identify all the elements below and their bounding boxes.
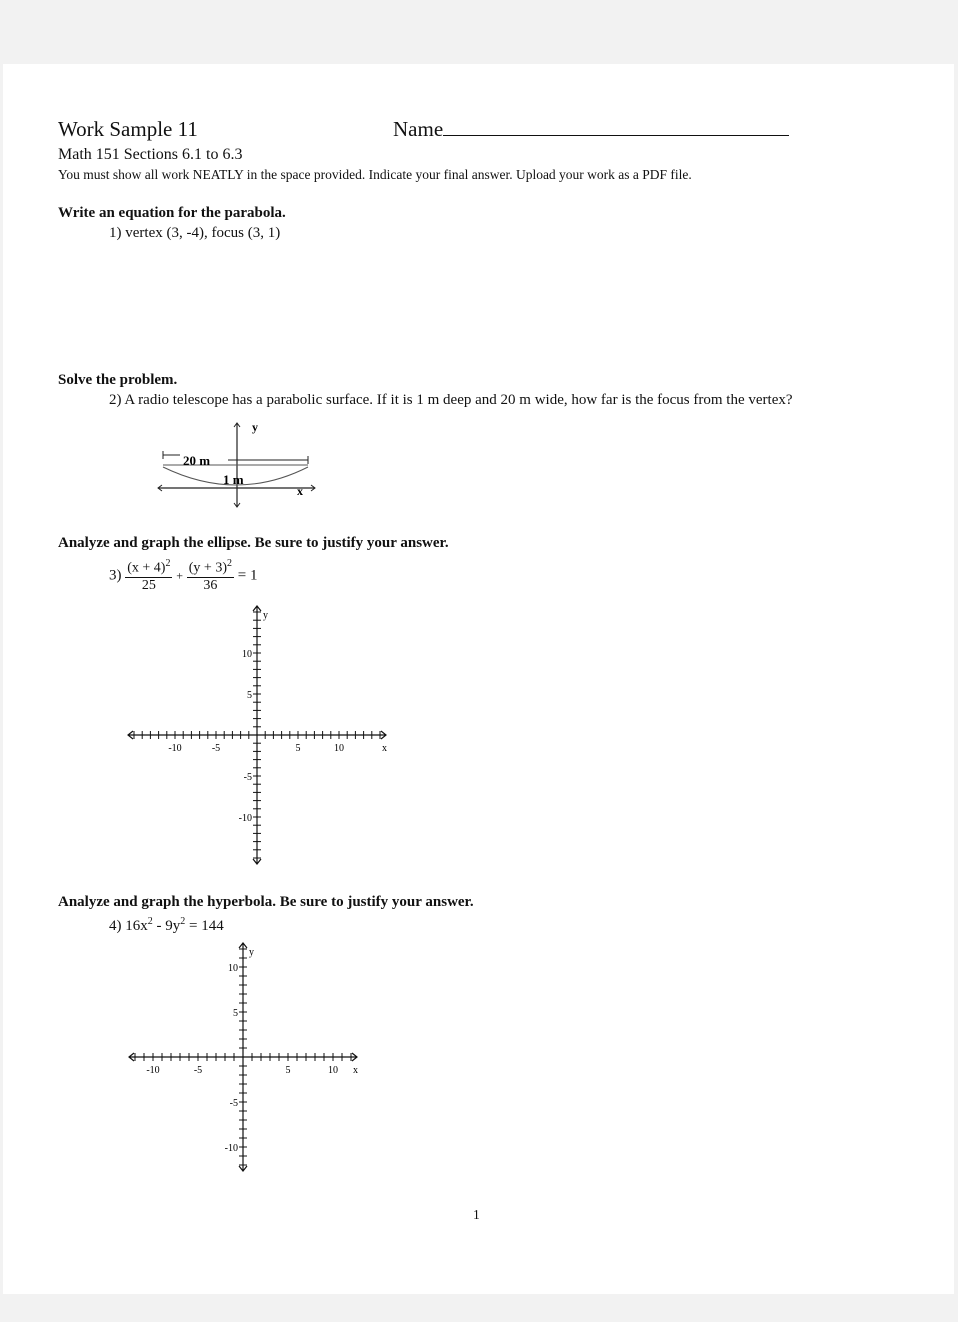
x-tick-label: 5	[295, 743, 301, 754]
denominator: 36	[203, 577, 218, 593]
x-axis-label: x	[353, 1065, 358, 1076]
term-x: 4) 16x	[109, 918, 148, 934]
numerator: (x + 4)	[127, 560, 166, 576]
section-heading-solve: Solve the problem.	[58, 372, 178, 388]
y-tick-label: -10	[224, 1143, 238, 1154]
section-heading-hyperbola: Analyze and graph the hyperbola. Be sure to justify your answer.	[58, 894, 474, 910]
depth-label: 1 m	[223, 472, 244, 487]
y-tick-label: 5	[247, 690, 252, 701]
fraction-y	[187, 558, 234, 594]
x-tick-label: 10	[328, 1065, 338, 1076]
exponent: 2	[147, 916, 153, 927]
exponent: 2	[180, 916, 186, 927]
telescope-diagram	[150, 415, 330, 515]
equation-rhs: = 1	[237, 567, 258, 584]
name-label: Name	[393, 117, 444, 141]
exponent: 2	[165, 558, 171, 569]
question-4	[109, 916, 224, 935]
y-axis-label: y	[249, 947, 254, 958]
x-tick-label: -10	[168, 743, 182, 754]
x-tick-label: -10	[146, 1065, 160, 1076]
equation-rhs: = 144	[185, 918, 224, 934]
y-tick-label: -5	[243, 772, 252, 783]
y-axis-label: y	[252, 420, 258, 434]
section-heading-ellipse: Analyze and graph the ellipse. Be sure to justify your answer.	[58, 535, 449, 551]
y-axis-label: y	[263, 610, 268, 621]
x-tick-label: 5	[285, 1065, 291, 1076]
name-line	[443, 117, 789, 136]
x-tick-label: -5	[193, 1065, 203, 1076]
question-3	[109, 558, 257, 594]
question-2: 2) A radio telescope has a parabolic surface. If it is 1 m deep and 20 m wide, how far is the focus from the vertex?	[109, 392, 793, 408]
fraction-x	[125, 558, 172, 594]
question-number: 3)	[109, 567, 122, 584]
denominator: 25	[141, 577, 156, 593]
y-tick-label: 10	[228, 963, 238, 974]
numerator: (y + 3)	[188, 560, 227, 576]
exponent: 2	[227, 558, 232, 569]
question-1: 1) vertex (3, -4), focus (3, 1)	[109, 225, 281, 241]
section-heading-parabola: Write an equation for the parabola.	[58, 205, 286, 221]
y-tick-label: 10	[242, 649, 252, 660]
page-number: 1	[473, 1207, 480, 1222]
x-axis-label: x	[297, 484, 303, 498]
x-axis-label: x	[382, 743, 387, 754]
ellipse-graph-grid[interactable]	[120, 598, 400, 870]
x-tick-label: 10	[334, 743, 344, 754]
y-tick-label: -5	[229, 1098, 238, 1109]
hyperbola-graph-grid[interactable]	[120, 938, 380, 1182]
plus-sign: +	[176, 568, 184, 583]
document-title: Work Sample 11	[58, 117, 198, 141]
x-tick-label: -5	[211, 743, 221, 754]
width-label: 20 m	[183, 453, 211, 468]
name-field[interactable]	[393, 117, 789, 142]
y-tick-label: -10	[238, 813, 252, 824]
course-subtitle: Math 151 Sections 6.1 to 6.3	[58, 146, 243, 163]
instructions: You must show all work NEATLY in the space provided. Indicate your final answer. Upload your work as a PDF file.	[58, 167, 692, 182]
term-y: - 9y	[152, 918, 181, 934]
y-tick-label: 5	[233, 1008, 238, 1019]
